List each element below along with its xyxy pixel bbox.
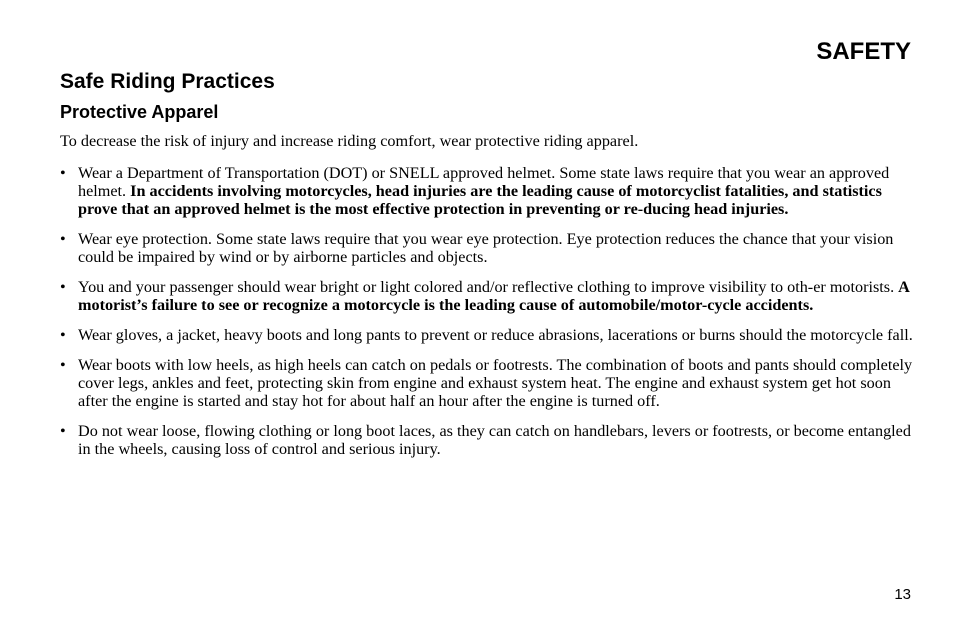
list-item <box>60 230 913 266</box>
list-item <box>60 164 913 218</box>
list-item-text: Do not wear loose, flowing clothing or long boot laces, as they can catch on handlebars, levers or footrests, or become entangled in the wheels, causing loss of control and serious injury. <box>78 422 911 458</box>
page-subheading: Protective Apparel <box>60 102 219 122</box>
list-item <box>60 278 913 314</box>
bullet-icon: • <box>60 356 66 374</box>
bullet-icon: • <box>60 278 66 296</box>
list-item-text: Wear gloves, a jacket, heavy boots and long pants to prevent or reduce abrasions, lacerations or burns should the motorcycle fall. <box>78 326 913 344</box>
bullet-icon: • <box>60 326 66 344</box>
section-header: SAFETY <box>816 38 911 65</box>
page-content <box>60 68 913 470</box>
list-item <box>60 326 913 344</box>
page-number: 13 <box>894 586 911 603</box>
list-item-text: Wear boots with low heels, as high heels can catch on pedals or footrests. The combination of boots and pants should completely cover legs, ankles and feet, protecting skin from engine and exhaust system heat. The engine and exhaust system get hot soon after the engine is started and stay hot for about half an hour after the engine is turned off. <box>78 356 913 410</box>
intro-paragraph: To decrease the risk of injury and increase riding comfort, wear protective riding apparel. <box>60 132 639 150</box>
apparel-list <box>60 164 913 458</box>
bullet-icon: • <box>60 230 66 248</box>
list-item-text: Wear a Department of Transportation (DOT) or SNELL approved helmet. Some state laws require that you wear an approved helmet. <box>78 164 890 200</box>
list-item-warning: A motorist’s failure to see or recognize a motorcycle is the leading cause of automobile/motor-cycle accidents. <box>78 278 909 314</box>
list-item-text: You and your passenger should wear bright or light colored and/or reflective clothing to improve visibility to oth-er motorists. <box>78 278 899 296</box>
list-item <box>60 356 913 410</box>
list-item-text: Wear eye protection. Some state laws require that you wear eye protection. Eye protection reduces the chance that your vision could be impaired by wind or by airborne particles and objects. <box>78 230 894 266</box>
bullet-icon: • <box>60 422 66 440</box>
bullet-icon: • <box>60 164 66 182</box>
list-item-warning: In accidents involving motorcycles, head injuries are the leading cause of motorcyclist fatalities, and statistics prove that an approved helmet is the most effective protection in preventing or re-ducing head injuries. <box>78 182 882 218</box>
page-heading: Safe Riding Practices <box>60 70 275 93</box>
list-item <box>60 422 913 458</box>
